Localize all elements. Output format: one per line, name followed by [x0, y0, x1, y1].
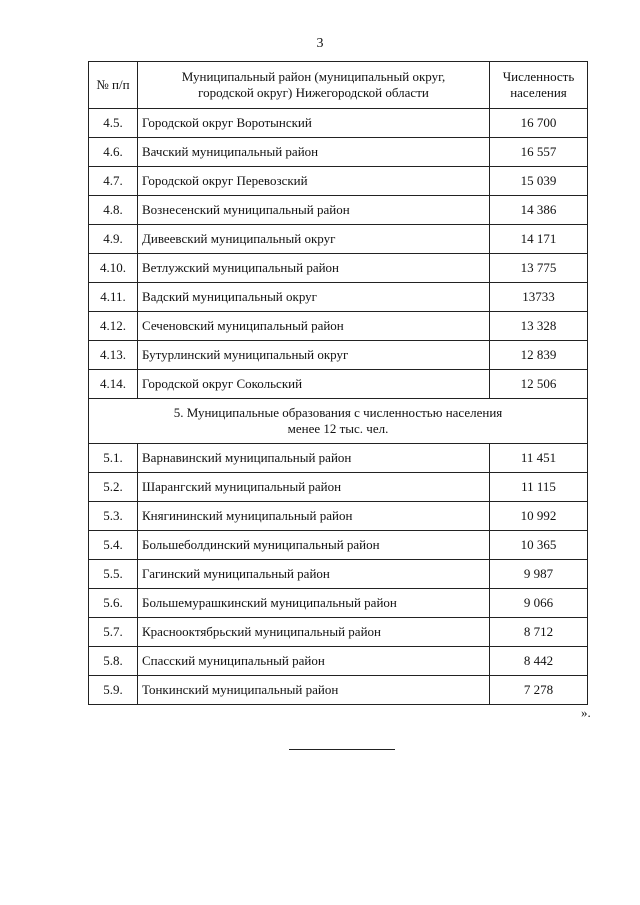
table-row [89, 370, 588, 399]
row-number: 4.10. [89, 254, 138, 283]
table-row [89, 502, 588, 531]
row-number: 5.6. [89, 589, 138, 618]
section-heading-row [89, 399, 588, 444]
row-population: 16 700 [490, 109, 588, 138]
row-district: Тонкинский муниципальный район [138, 676, 490, 705]
table-row [89, 531, 588, 560]
row-number: 5.2. [89, 473, 138, 502]
table-row [89, 618, 588, 647]
table-row [89, 254, 588, 283]
row-population: 11 451 [490, 444, 588, 473]
row-district: Большемурашкинский муниципальный район [138, 589, 490, 618]
row-district: Вознесенский муниципальный район [138, 196, 490, 225]
row-number: 5.9. [89, 676, 138, 705]
row-population: 14 171 [490, 225, 588, 254]
table-row [89, 341, 588, 370]
row-district: Шарангский муниципальный район [138, 473, 490, 502]
row-number: 5.5. [89, 560, 138, 589]
row-population: 13733 [490, 283, 588, 312]
row-number: 4.14. [89, 370, 138, 399]
row-district: Ветлужский муниципальный район [138, 254, 490, 283]
row-number: 5.4. [89, 531, 138, 560]
row-number: 5.7. [89, 618, 138, 647]
row-district: Вадский муниципальный округ [138, 283, 490, 312]
table-row [89, 283, 588, 312]
table-row [89, 225, 588, 254]
header-population: Численность населения [490, 62, 588, 109]
row-district: Варнавинский муниципальный район [138, 444, 490, 473]
table-row [89, 312, 588, 341]
row-population: 13 775 [490, 254, 588, 283]
districts-population-table [88, 61, 588, 705]
table-row [89, 473, 588, 502]
row-district: Княгининский муниципальный район [138, 502, 490, 531]
table-header-row [89, 62, 588, 109]
row-number: 4.5. [89, 109, 138, 138]
page-number: 3 [316, 36, 324, 51]
table-row [89, 444, 588, 473]
row-population: 9 066 [490, 589, 588, 618]
row-population: 12 839 [490, 341, 588, 370]
row-population: 12 506 [490, 370, 588, 399]
row-population: 7 278 [490, 676, 588, 705]
row-population: 10 365 [490, 531, 588, 560]
section-heading: 5. Муниципальные образования с численностью населения менее 12 тыс. чел. [89, 399, 588, 444]
table-row [89, 167, 588, 196]
row-population: 13 328 [490, 312, 588, 341]
row-population: 8 712 [490, 618, 588, 647]
row-district: Городской округ Сокольский [138, 370, 490, 399]
row-number: 4.9. [89, 225, 138, 254]
row-district: Большеболдинский муниципальный район [138, 531, 490, 560]
row-district: Гагинский муниципальный район [138, 560, 490, 589]
table-row [89, 138, 588, 167]
row-district: Спасский муниципальный район [138, 647, 490, 676]
row-population: 11 115 [490, 473, 588, 502]
row-number: 4.11. [89, 283, 138, 312]
table-row [89, 560, 588, 589]
table-row [89, 676, 588, 705]
row-population: 10 992 [490, 502, 588, 531]
row-district: Дивеевский муниципальный округ [138, 225, 490, 254]
header-district: Муниципальный район (муниципальный округ, городской округ) Нижегородской области [138, 62, 490, 109]
row-population: 9 987 [490, 560, 588, 589]
row-population: 8 442 [490, 647, 588, 676]
header-number: № п/п [89, 62, 138, 109]
row-population: 16 557 [490, 138, 588, 167]
table-row [89, 589, 588, 618]
row-number: 4.6. [89, 138, 138, 167]
table-row [89, 109, 588, 138]
row-district: Городской округ Перевозский [138, 167, 490, 196]
row-district: Городской округ Воротынский [138, 109, 490, 138]
row-number: 4.13. [89, 341, 138, 370]
row-district: Бутурлинский муниципальный округ [138, 341, 490, 370]
row-number: 5.8. [89, 647, 138, 676]
row-number: 4.7. [89, 167, 138, 196]
row-district: Вачский муниципальный район [138, 138, 490, 167]
row-district: Сеченовский муниципальный район [138, 312, 490, 341]
separator-line [289, 749, 395, 750]
row-number: 5.3. [89, 502, 138, 531]
closing-quote-mark: ». [581, 705, 591, 720]
table-row [89, 196, 588, 225]
row-number: 4.12. [89, 312, 138, 341]
row-district: Краснооктябрьский муниципальный район [138, 618, 490, 647]
row-population: 14 386 [490, 196, 588, 225]
row-population: 15 039 [490, 167, 588, 196]
row-number: 4.8. [89, 196, 138, 225]
table-row [89, 647, 588, 676]
row-number: 5.1. [89, 444, 138, 473]
